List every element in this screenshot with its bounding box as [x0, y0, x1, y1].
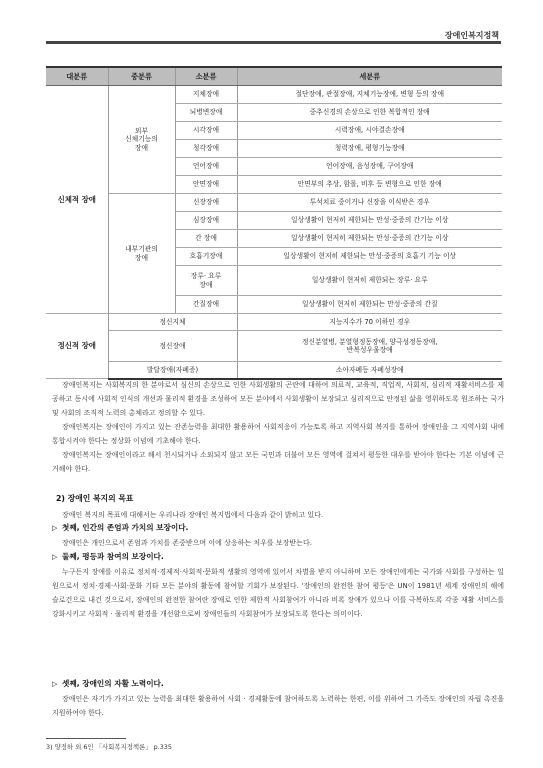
sub-category: 정신지체: [108, 314, 237, 331]
intro-text: [52, 378, 504, 476]
detail-cell: 일상생활이 현저히 제한되는 장루· 요루: [237, 266, 502, 296]
table-header-row: [46, 67, 502, 86]
footnote: 3) 양정하 외 6인 「사회복지정책론」 p.335: [46, 743, 172, 751]
sub-category: 시각장애: [175, 122, 237, 140]
goal-item-1: [52, 522, 188, 533]
triangle-bullet-icon: ▷: [52, 553, 58, 561]
mid-category: 외부 신체기능의 장애: [108, 86, 175, 194]
detail-cell: 일상생활이 현저히 제한되는 만성·중증의 간질: [237, 296, 502, 314]
sub-category: 청각장애: [175, 140, 237, 158]
sub-category: 간 장애: [175, 230, 237, 248]
detail-cell: 안면부의 추상, 함몰, 비후 등 변형으로 인한 장애: [237, 176, 502, 194]
goal-text-3: [52, 692, 504, 720]
paragraph: 누구든지 장애를 이유로 정치적·경제적·사회적·문화적 생활의 영역에 있어서 차별을 받지 아니하며 모든 장애인에게는 국가와 사회를 구성하는 일원으로서 정치·경제·사회·문화 기타 모든 분야의 활동에 참여할 기회가 보장된다. '장애인의 완전한 참여 평등'은 UN이 1981년 세계 장애인의 해에 슬로건으로 내건 것으로서, 장애인의 완전한 참여란 장애로 인한 제한적 사회참여가 아니라 비록 장애가 있으나 이를 극복하도록 각종 재활 서비스를 강화시키고 사회적 · 물리적 환경을 개선함으로써 장애인들의 사회참여가 보장되도록 한다는 의미이다.: [52, 568, 504, 618]
paragraph: 장애인복지는 사회복지의 한 분야로서 심신의 손상으로 인한 사회생활의 곤란에 대하여 의료적, 교육적, 직업적, 사회적, 심리적 재활서비스를 제공하고 동시에 사회적 인식의 개선과 물리적 환경을 조성하여 모든 분야에서 사회생활이 보장되고 심리적으로 안정된 삶을 영위하도록 원조하는 국가 및 사회의 조직적 노력의 총체라고 정의할 수 있다.: [52, 381, 504, 417]
paragraph: 장애인 복지의 목표에 대해서는 우리나라 장애인 복지법에서 다음과 같이 밝히고 있다.: [62, 511, 324, 519]
table-row: [46, 86, 502, 104]
table-row: [46, 362, 502, 379]
goal-title: 셋째, 장애인의 자활 노력이다.: [62, 679, 164, 688]
sub-category: 언어장애: [175, 158, 237, 176]
table-row: [46, 331, 502, 362]
detail-cell: 소아자폐등 자폐성장애: [237, 362, 502, 379]
section-heading: 2) 장애인 복지의 목표: [56, 494, 134, 503]
goal-text-2: [52, 565, 504, 621]
detail-cell: 일상생활이 현저히 제한되는 만성·중증의 간기능 이상: [237, 212, 502, 230]
sub-category: 정신장애: [108, 331, 237, 362]
column-header: 대분류: [46, 67, 108, 86]
sub-category: 심장장애: [175, 212, 237, 230]
column-header: 세분류: [237, 67, 502, 86]
detail-cell: 투석치료 중이거나 신장을 이식받은 경우: [237, 194, 502, 212]
footnote-rule: [46, 738, 126, 739]
column-header: 중분류: [108, 67, 175, 86]
goal-item-3: [52, 678, 164, 689]
sub-category: 호흡기장애: [175, 248, 237, 266]
paragraph: 장애인복지는 장애인이 가지고 있는 잔존능력을 최대한 활용하여 사회적응이 가능토록 하고 지역사회 복지를 통하여 장애인을 그 지역사회 내에 통합시켜야 한다는 정상화 이념에 기초해야 한다.: [52, 423, 504, 445]
major-category: 정신적 장애: [46, 314, 108, 379]
column-header: 소분류: [175, 67, 237, 86]
paragraph: 장애인은 개인으로서 존엄과 가치를 존중받으며 이에 상응하는 처우를 보장받는다.: [62, 539, 312, 547]
paragraph: 장애인은 자기가 가지고 있는 능력을 최대한 활용하여 사회 · 경제활동에 참여하도록 노력하는 한편, 이를 위하여 그 가족도 장애인의 자립 촉진을 지원하여야 한다.: [52, 695, 504, 717]
major-category: 신체적 장애: [46, 86, 108, 314]
paragraph: 장애인복지는 장애인이라고 해서 천시되거나 소외되지 않고 모든 국민과 더불어 모든 영역에 걸쳐서 평등한 대우를 받아야 한다는 기본 이념에 근거해야 한다.: [52, 451, 504, 473]
table-row: [46, 194, 502, 212]
goal-title: 첫째, 인간의 존엄과 가치의 보장이다.: [62, 523, 189, 532]
disability-classification-table: [46, 66, 502, 380]
detail-cell: 지능지수가 70 이하인 경우: [237, 314, 502, 331]
detail-cell: 언어장애, 음성장애, 구어장애: [237, 158, 502, 176]
sub-category: 안면장애: [175, 176, 237, 194]
sub-category: 발달장애(자폐증): [108, 362, 237, 379]
sub-category: 신장장애: [175, 194, 237, 212]
detail-cell: 일상생활이 현저히 제한되는 만성·중증의 간기능 이상: [237, 230, 502, 248]
goal-title: 둘째, 평등과 참여의 보장이다.: [62, 552, 164, 561]
detail-cell: 절단장애, 관절장애, 지체기능장애, 변형 등의 장애: [237, 86, 502, 104]
sub-category: 간질장애: [175, 296, 237, 314]
detail-cell: 정신분열병, 분열형정동장애, 양극성정동장애, 반복성우울장애: [237, 331, 502, 362]
triangle-bullet-icon: ▷: [52, 680, 58, 688]
triangle-bullet-icon: ▷: [52, 524, 58, 532]
mid-category: 내부기관의 장애: [108, 194, 175, 314]
running-header-title: 장애인복지정책: [444, 31, 499, 40]
detail-cell: 시력장애, 시야결손장애: [237, 122, 502, 140]
sub-category: 장루· 요루 장애: [175, 266, 237, 296]
sub-category: 뇌병변장애: [175, 104, 237, 122]
table-row: [46, 314, 502, 331]
detail-cell: 일상생활이 현저히 제한되는 만성·중증의 호흡기 기능 이상: [237, 248, 502, 266]
goal-text-1: [52, 536, 504, 550]
goal-item-2: [52, 551, 164, 562]
header-rule: [46, 41, 501, 44]
detail-cell: 중추신경의 손상으로 인한 복합적인 장애: [237, 104, 502, 122]
detail-cell: 청력장애, 평형기능장애: [237, 140, 502, 158]
section-intro: [52, 508, 504, 522]
sub-category: 지체장애: [175, 86, 237, 104]
